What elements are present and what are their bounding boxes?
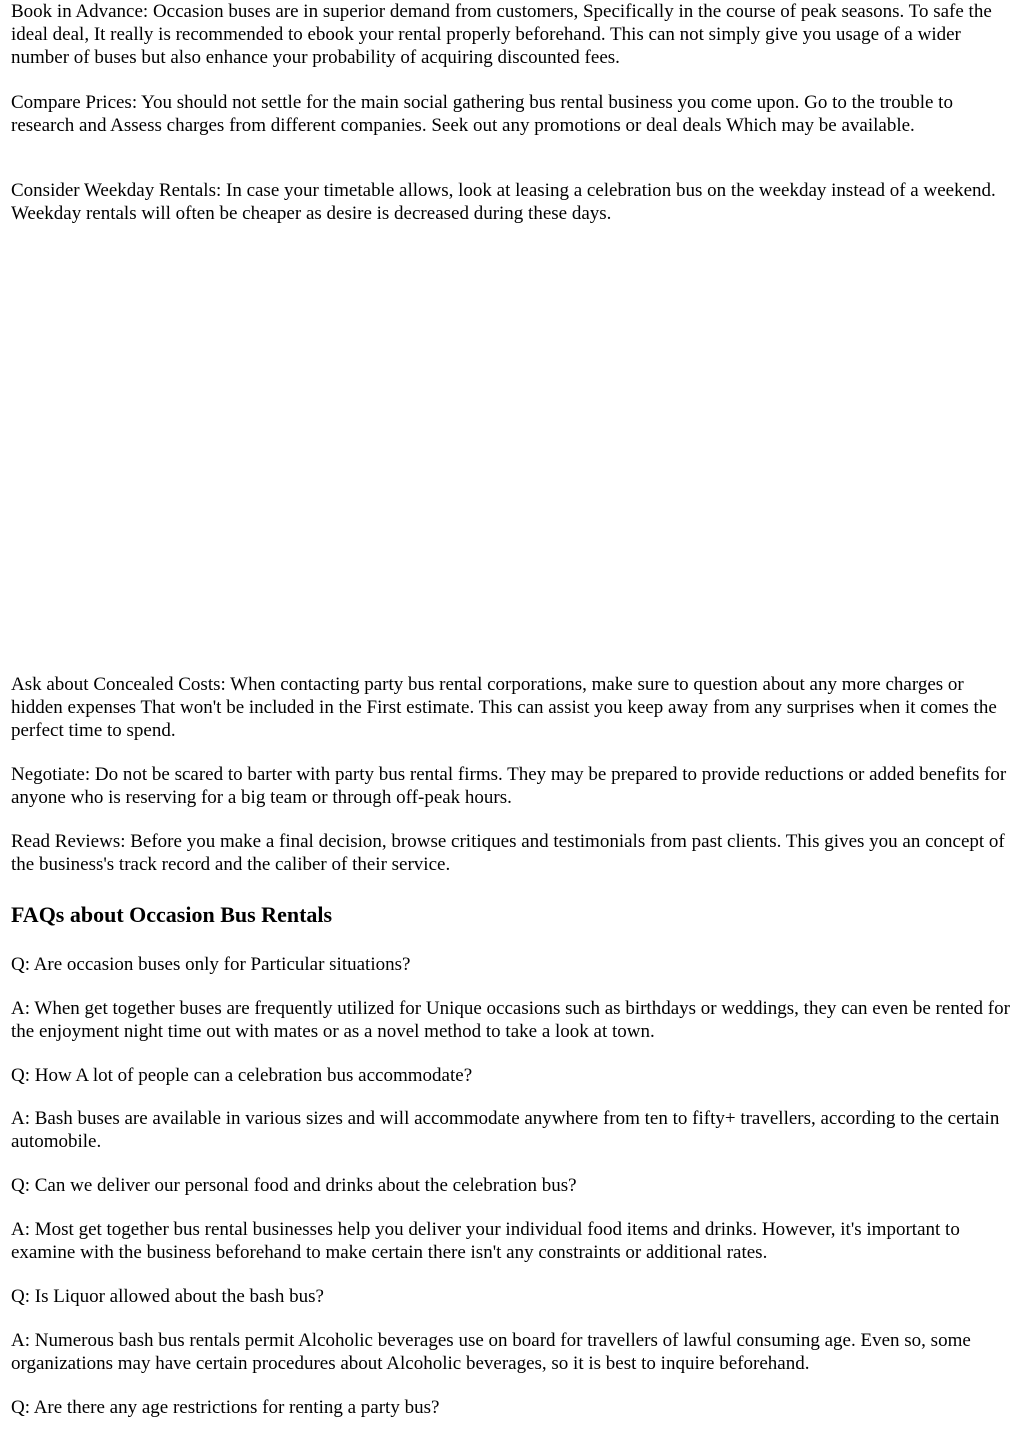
faq-question-5: Q: Are there any age restrictions for renting a party bus? bbox=[11, 1397, 440, 1418]
faq-question-3: Q: Can we deliver our personal food and drinks about the celebration bus? bbox=[11, 1175, 577, 1196]
faq-heading-block bbox=[11, 902, 1015, 928]
faq-question-2: Q: How A lot of people can a celebration bus accommodate? bbox=[11, 1065, 473, 1086]
paragraph-read-reviews: Read Reviews: Before you make a final decision, browse critiques and testimonials from past clients. This gives you an concept of the business's track record and the caliber of their service. bbox=[11, 831, 1005, 875]
paragraph-compare-prices: Compare Prices: You should not settle for the main social gathering bus rental business you come upon. Go to the trouble to research and Assess charges from different companies. Seek out any promotions or deal deals Which may be available. bbox=[11, 92, 953, 136]
faq-answer-2: A: Bash buses are available in various sizes and will accommodate anywhere from ten to fifty+ travellers, according to the certain automobile. bbox=[11, 1108, 1000, 1152]
faq-question-1: Q: Are occasion buses only for Particular situations? bbox=[11, 954, 411, 975]
paragraph-concealed-costs: Ask about Concealed Costs: When contacting party bus rental corporations, make sure to question about any more charges or hidden expenses That won't be included in the First estimate. This can assist you keep away from any surprises when it comes the perfect time to spend. bbox=[11, 674, 997, 741]
faq-answer-1: A: When get together buses are frequently utilized for Unique occasions such as birthdays or weddings, they can even be rented for the enjoyment night time out with mates or as a novel method to take a look at town. bbox=[11, 998, 1010, 1042]
paragraph-negotiate: Negotiate: Do not be scared to barter with party bus rental firms. They may be prepared to provide reductions or added benefits for anyone who is reserving for a big team or through off-peak hours. bbox=[11, 764, 1007, 808]
faq-question-4: Q: Is Liquor allowed about the bash bus? bbox=[11, 1286, 324, 1307]
paragraph-book-in-advance: Book in Advance: Occasion buses are in superior demand from customers, Specifically in the course of peak seasons. To safe the ideal deal, It really is recommended to ebook your rental properly beforehand. This can not simply give you usage of a wider number of buses but also enhance your probability of acquiring discounted fees. bbox=[11, 1, 992, 68]
faq-heading: FAQs about Occasion Bus Rentals bbox=[11, 902, 333, 927]
faq-answer-4: A: Numerous bash bus rentals permit Alcoholic beverages use on board for travellers of lawful consuming age. Even so, some organizations may have certain procedures about Alcoholic beverages, so it is best to inquire beforehand. bbox=[11, 1330, 971, 1374]
faq-answer-3: A: Most get together bus rental businesses help you deliver your individual food items and drinks. However, it's important to examine with the business beforehand to make certain there isn't any constraints or additional rates. bbox=[11, 1219, 960, 1263]
paragraph-weekday-rentals: Consider Weekday Rentals: In case your timetable allows, look at leasing a celebration bus on the weekday instead of a weekend. Weekday rentals will often be cheaper as desire is decreased during these days. bbox=[11, 180, 996, 224]
